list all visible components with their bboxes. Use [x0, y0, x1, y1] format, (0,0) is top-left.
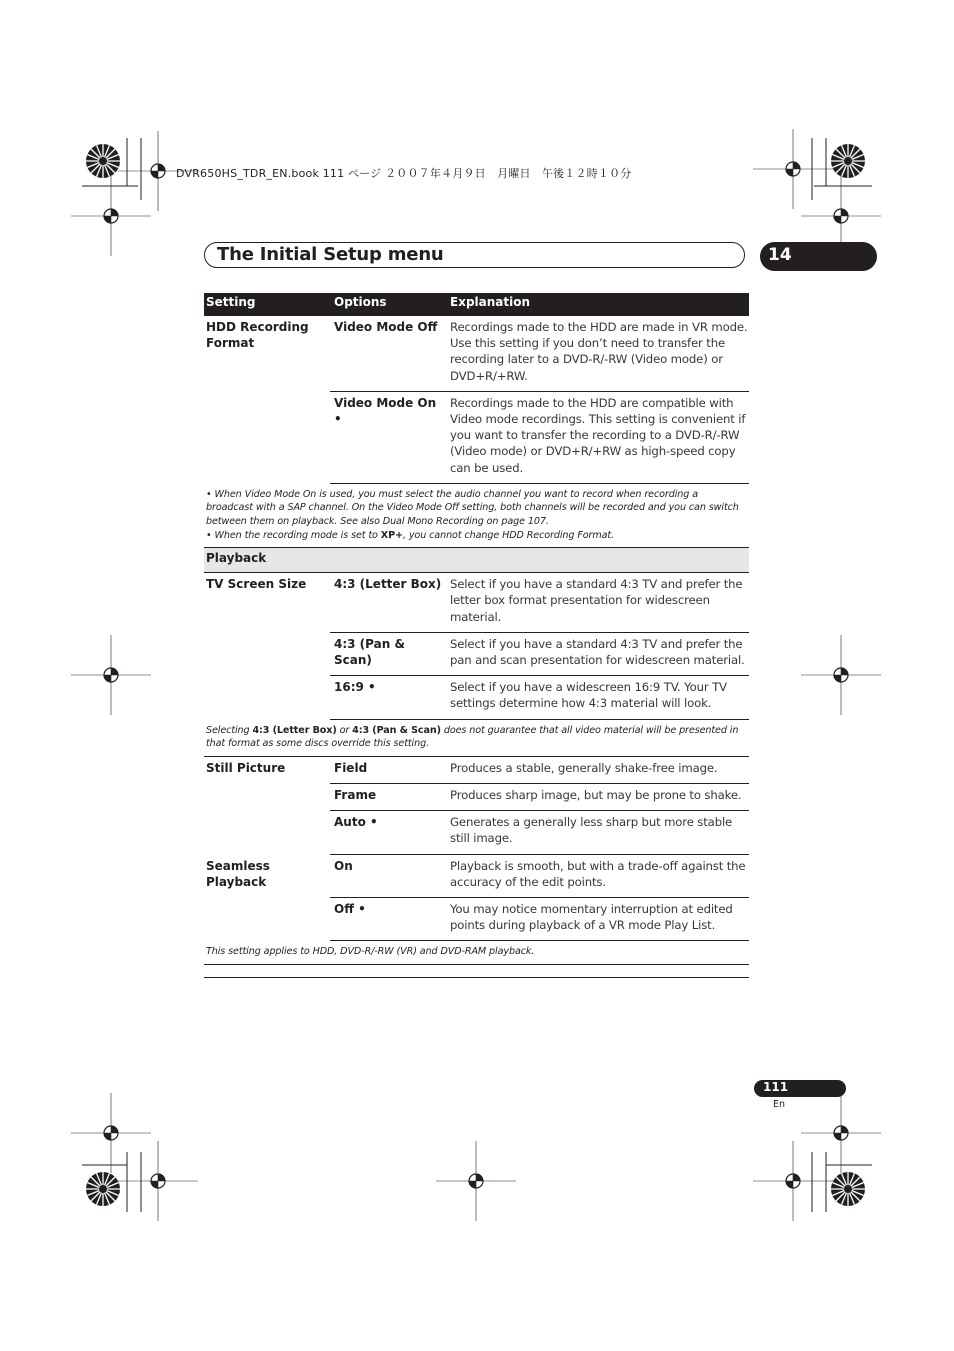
header-explanation: Explanation [450, 295, 531, 309]
option-row [330, 898, 749, 941]
option-row [330, 757, 749, 784]
option-row [330, 316, 749, 392]
option-explanation: Select if you have a widescreen 16:9 TV. Your TV settings determine how 4:3 material will look. [450, 680, 727, 711]
option-name: On [334, 858, 353, 873]
option-row [330, 633, 749, 676]
option-name: 4:3 (Pan & Scan) [334, 636, 405, 667]
page-title: The Initial Setup menu [217, 244, 444, 265]
table-note [204, 484, 749, 548]
option-explanation: Generates a generally less sharp but more stable still image. [450, 815, 733, 846]
option-explanation: Produces sharp image, but may be prone to shake. [450, 788, 742, 803]
option-explanation: Playback is smooth, but with a trade-off against the accuracy of the edit points. [450, 858, 746, 889]
star-mark-icon [831, 144, 865, 178]
option-row [330, 855, 749, 898]
note-line: • When the recording mode is set to XP+, you cannot change HDD Recording Format. [206, 529, 615, 541]
option-name: 16:9 • [334, 680, 376, 695]
option-explanation: Recordings made to the HDD are made in VR mode. Use this setting if you don’t need to transfer the recording later to a DVD-R/-RW (Video mode) or DVD+R/+RW. [450, 320, 748, 383]
option-name: Video Mode On • [334, 395, 437, 426]
option-row [330, 573, 749, 633]
option-name: Off • [334, 902, 366, 917]
book-file-header: DVR650HS_TDR_EN.book 111 ページ ２００７年４月９日 月曜日 午後１２時１０分 [176, 167, 632, 180]
option-explanation: Produces a stable, generally shake-free image. [450, 760, 718, 775]
table-row [204, 855, 749, 942]
option-name: 4:3 (Letter Box) [334, 577, 442, 592]
note-line: • When Video Mode On is used, you must select the audio channel you want to record when recording a broadcast with a SAP channel. On the Video Mode Off setting, both channels will be recorded and you can switch between them on playback. See also Dual Mono Recording on page 107. [206, 488, 739, 528]
table-bottom-rule [204, 965, 749, 978]
option-name: Auto • [334, 815, 378, 830]
option-row [330, 811, 749, 854]
option-explanation: You may notice momentary interruption at edited points during playback of a VR mode Play List. [450, 902, 733, 933]
header-setting: Setting [206, 295, 256, 309]
option-row [330, 676, 749, 719]
table-note: Selecting 4:3 (Letter Box) or 4:3 (Pan & Scan) does not guarantee that all video material will be presented in that format as some discs override this setting. [204, 720, 749, 757]
setting-name: Seamless Playback [206, 858, 270, 889]
table-row [204, 316, 749, 484]
table-header-row [204, 293, 749, 316]
page-number: 111 [763, 1080, 789, 1094]
chapter-number: 14 [768, 245, 792, 265]
option-row [330, 784, 749, 811]
header-options: Options [334, 295, 387, 309]
option-name: Frame [334, 788, 377, 803]
star-mark-icon [86, 1172, 120, 1206]
table-row [204, 573, 749, 719]
table-row [204, 757, 749, 855]
setup-table [204, 293, 749, 978]
option-explanation: Select if you have a standard 4:3 TV and prefer the pan and scan presentation for widescreen material. [450, 636, 745, 668]
section-heading-playback: Playback [204, 548, 749, 573]
star-mark-icon [831, 1172, 865, 1206]
option-explanation: Recordings made to the HDD are compatible with Video mode recordings. This setting is convenient if you want to transfer the recording to a DVD-R/-RW (Video mode) or DVD+R/+RW as high-speed copy can be used. [450, 395, 746, 475]
table-note: This setting applies to HDD, DVD-R/-RW (VR) and DVD-RAM playback. [204, 941, 749, 965]
option-name: Video Mode Off [334, 320, 438, 334]
option-explanation: Select if you have a standard 4:3 TV and prefer the letter box format presentation for widescreen material. [450, 577, 743, 624]
setting-name: HDD Recording Format [206, 320, 309, 350]
setting-name: Still Picture [206, 760, 286, 775]
page-language: En [773, 1099, 786, 1110]
option-name: Field [334, 760, 368, 775]
star-mark-icon [86, 144, 120, 178]
setting-name: TV Screen Size [206, 577, 307, 592]
option-row [330, 392, 749, 484]
